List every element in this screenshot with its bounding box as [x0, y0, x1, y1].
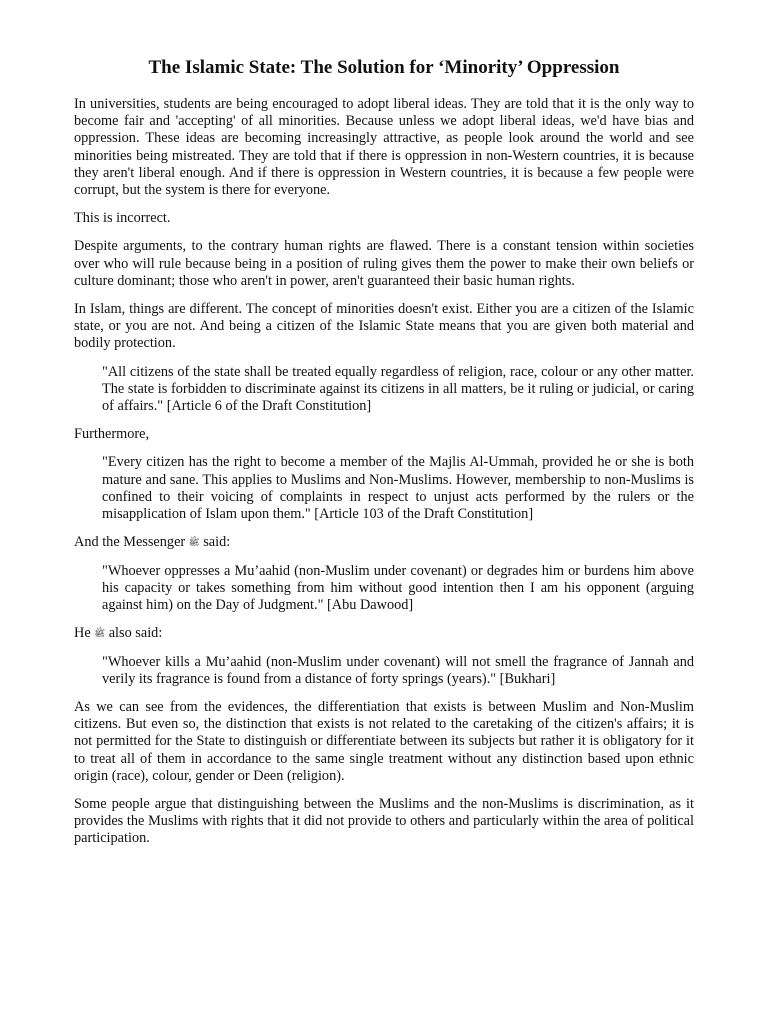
messenger-said-tail: said:: [199, 534, 231, 551]
messenger-said-lead: And the Messenger: [74, 534, 189, 551]
paragraph-evidences: As we can see from the evidences, the differentiation that exists is between Muslim and Non-Muslim citizens. But even so, the distinction that exists is not related to the caretaking of the citizen's affairs; it is not permitted for the State to distinguish or differentiate between its subjects but rather it is obligatory for it to treat all of them in accordance to the same single treatment without any distinction based upon ethnic origin (race), colour, gender or Deen (religion).: [74, 698, 694, 784]
paragraph-discrimination: Some people argue that distinguishing between the Muslims and the non-Muslims is discrimination, as it provides the Muslims with rights that it did not provide to others and particularly within the area of political participation.: [74, 795, 694, 847]
paragraph-incorrect: This is incorrect.: [74, 210, 171, 227]
paragraph-human-rights: Despite arguments, to the contrary human rights are flawed. There is a constant tension within societies over who will rule because being in a position of ruling gives them the power to make their own beliefs or culture dominant; those who aren't in power, aren't guaranteed their basic human rights.: [74, 238, 694, 289]
he-also-said-tail: also said:: [105, 625, 163, 642]
quote-bukhari: "Whoever kills a Mu’aahid (non-Muslim under covenant) will not smell the fragrance of Jannah and verily its fragrance is found from a distance of forty springs (years)." [Bukhari]: [102, 653, 694, 687]
paragraph-intro: In universities, students are being encouraged to adopt liberal ideas. They are told that it is the only way to become fair and 'accepting' of all minorities. Because unless we adopt liberal ideas, we'd have bias and oppression. These ideas are becoming increasingly attractive, as people look around the world and see minorities being mistreated. They are told that if there is oppression in non-Western countries, it is because they aren't liberal enough. And if there is oppression in Western countries, it is because a few people were corrupt, but the system is there for everyone.: [74, 96, 694, 199]
he-also-said-lead: He: [74, 625, 95, 642]
paragraph-furthermore: Furthermore,: [74, 426, 150, 443]
honorific-glyph: ﷺ: [94, 628, 106, 639]
document-title: The Islamic State: The Solution for ‘Minority’ Oppression: [148, 57, 620, 78]
quote-abu-dawood: "Whoever oppresses a Mu’aahid (non-Muslim under covenant) or degrades him or burdens him above his capacity or takes something from him without good intention then I am his opponent (arguing against him) on the Day of Judgment." [Abu Dawood]: [102, 562, 694, 613]
paragraph-he-also-said: [74, 625, 694, 642]
quote-article-6: "All citizens of the state shall be treated equally regardless of religion, race, colour or any other matter. The state is forbidden to discriminate against its citizens in all matters, be it ruling or judicial, or caring of affairs." [Article 6 of the Draft Constitution]: [102, 363, 694, 415]
honorific-glyph: ﷺ: [188, 537, 200, 548]
quote-article-103: "Every citizen has the right to become a member of the Majlis Al-Ummah, provided he or she is both mature and sane. This applies to Muslims and Non-Muslims. However, membership to non-Muslims is confined to their voicing of complaints in respect to unjust acts performed by the rulers or the misapplication of Islam upon them." [Article 103 of the Draft Constitution]: [102, 454, 694, 523]
paragraph-islam-minorities: In Islam, things are different. The concept of minorities doesn't exist. Either you are a citizen of the Islamic state, or you are not. And being a citizen of the Islamic State means that you are given both material and bodily protection.: [74, 301, 694, 352]
paragraph-messenger-said: [74, 534, 694, 551]
